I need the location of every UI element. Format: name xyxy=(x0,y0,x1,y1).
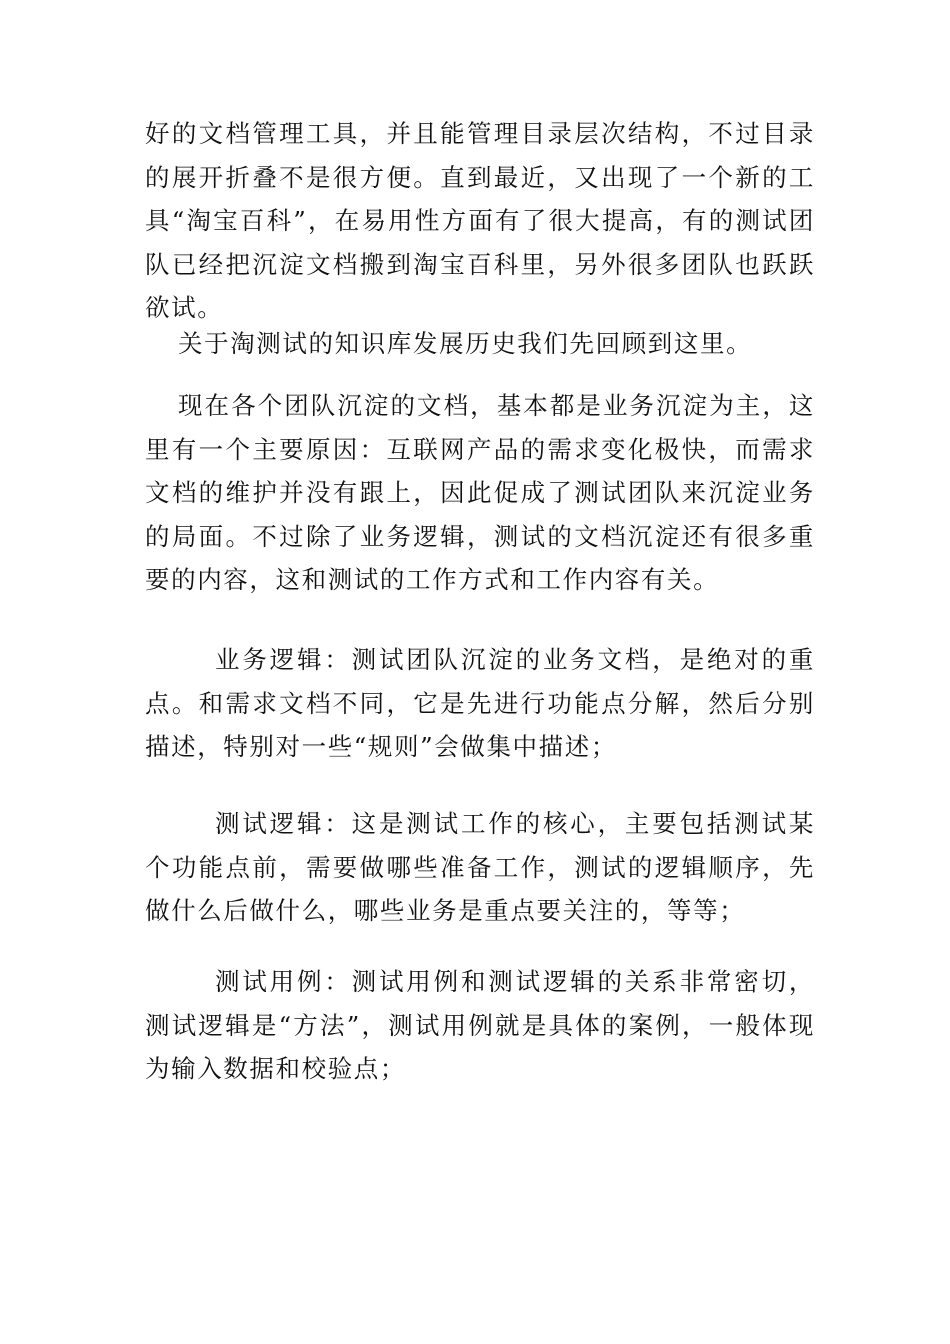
paragraph-knowledge-tool: 好的文档管理工具，并且能管理目录层次结构，不过目录的展开折叠不是很方便。直到最近，又出现了一个新的工具“淘宝百科”，在易用性方面有了很大提高，有的测试团队已经把沉淀文档搬到淘宝百科里，另外很多团队也跃跃欲试。 xyxy=(145,119,815,322)
paragraph-test-cases: 测试用例：测试用例和测试逻辑的关系非常密切，测试逻辑是“方法”，测试用例就是具体的案例，一般体现为输入数据和校验点； xyxy=(145,967,815,1083)
paragraph-document-content: 现在各个团队沉淀的文档，基本都是业务沉淀为主，这里有一个主要原因：互联网产品的需求变化极快，而需求文档的维护并没有跟上，因此促成了测试团队来沉淀业务的局面。不过除了业务逻辑，测试的文档沉淀还有很多重要的内容，这和测试的工作方式和工作内容有关。 xyxy=(145,391,815,594)
paragraph-test-logic: 测试逻辑：这是测试工作的核心，主要包括测试某个功能点前，需要做哪些准备工作，测试的逻辑顺序，先做什么后做什么，哪些业务是重点要关注的，等等； xyxy=(145,809,815,925)
paragraph-business-logic: 业务逻辑：测试团队沉淀的业务文档，是绝对的重点。和需求文档不同，它是先进行功能点分解，然后分别描述，特别对一些“规则”会做集中描述； xyxy=(145,645,815,761)
paragraph-history-summary: 关于淘测试的知识库发展历史我们先回顾到这里。 xyxy=(178,329,753,358)
